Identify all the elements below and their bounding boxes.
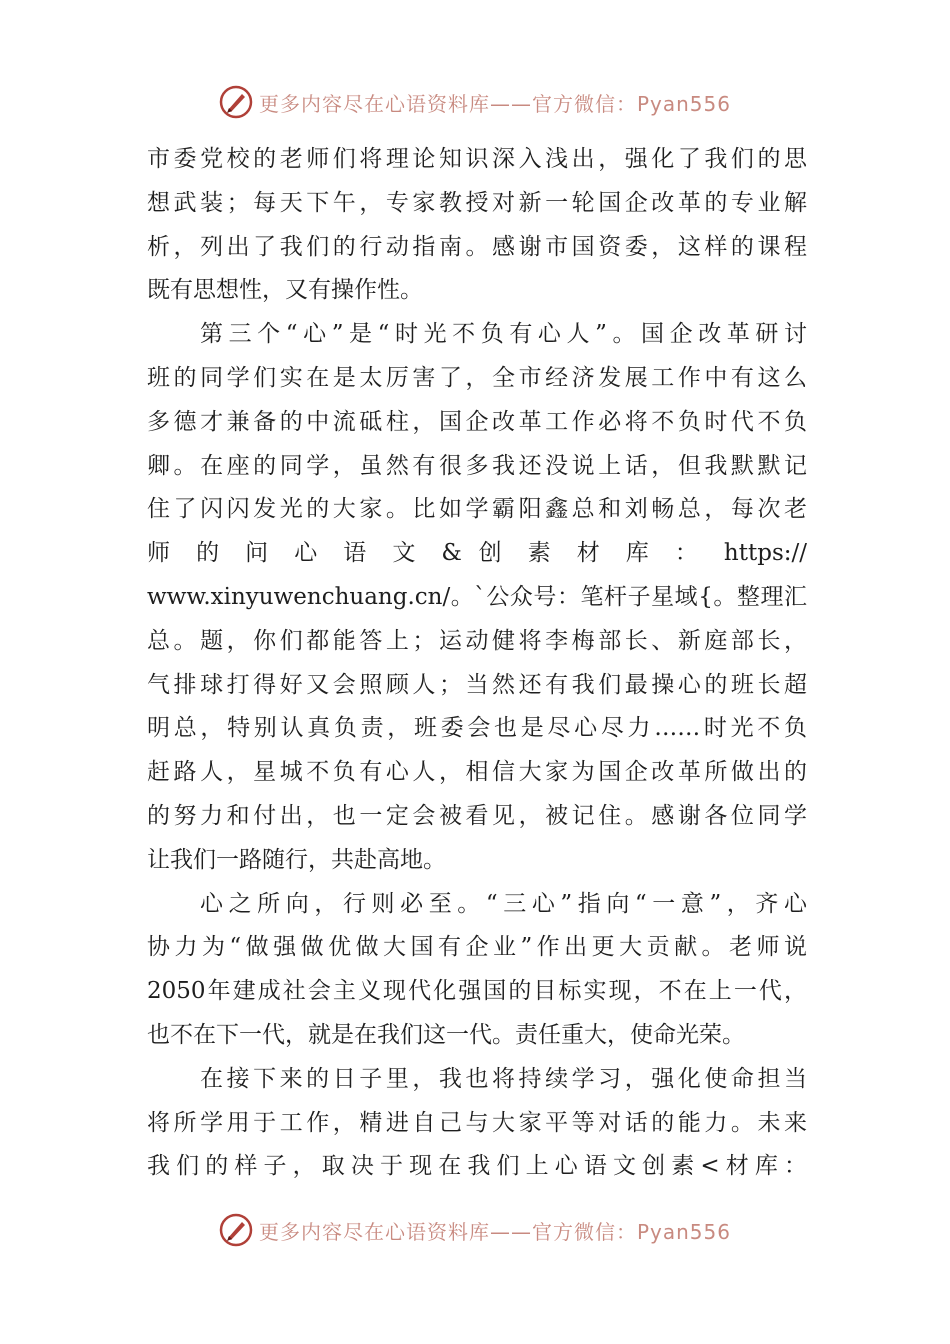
text-line: 赶路人，星城不负有心人，相信大家为国企改革所做出的: [147, 759, 807, 786]
text-line: 住了闪闪发光的大家。比如学霸阳鑫总和刘畅总，每次老: [147, 496, 807, 523]
text-line: 气排球打得好又会照顾人；当然还有我们最操心的班长超: [147, 671, 807, 698]
text-line: 市委党校的老师们将理论知识深入浅出，强化了我们的思: [147, 146, 807, 172]
text-line: 班的同学们实在是太厉害了，全市经济发展工作中有这么: [147, 364, 807, 391]
pen-logo-icon: [219, 85, 253, 119]
text-line: www.xinyuwenchuang.cn/。`公众号：笔杆子星域{。整理汇: [147, 583, 807, 610]
text-line: 2050年建成社会主义现代化强国的目标实现，不在上一代，: [147, 978, 807, 1005]
text-line: 的努力和付出，也一定会被看见，被记住。感谢各位同学: [147, 802, 807, 829]
banner-text: 更多内容尽在心语资料库——官方微信：Pyan556: [258, 91, 731, 116]
text-line: 师 的 问 心 语 文 & 创 素 材 库 ： https://: [147, 540, 807, 567]
text-line: 协力为“做强做优做大国有企业”作出更大贡献。老师说: [147, 934, 807, 961]
footer-banner: [0, 1210, 950, 1250]
banner-text: 更多内容尽在心语资料库——官方微信：Pyan556: [258, 1219, 731, 1244]
pen-logo-icon: [219, 1213, 253, 1247]
text-line: 总。题，你们都能答上；运动健将李梅部长、新庭部长，: [147, 627, 807, 654]
text-line: 想武装；每天下午，专家教授对新一轮国企改革的专业解: [147, 189, 807, 216]
text-line: 我们的样子，取决于现在我们上心语文创素<材库：: [147, 1153, 807, 1180]
text-line: 卿。在座的同学，虽然有很多我还没说上话，但我默默记: [147, 452, 807, 479]
text-line: 也不在下一代，就是在我们这一代。责任重大，使命光荣。: [147, 1021, 745, 1048]
text-line: 明总，特别认真负责，班委会也是尽心尽力……时光不负: [147, 715, 807, 742]
text-line: 多德才兼备的中流砥柱，国企改革工作必将不负时代不负: [147, 408, 807, 435]
text-line: 让我们一路随行，共赴高地。: [147, 846, 446, 873]
text-line: 第三个“心”是“时光不负有心人”。国企改革研讨: [200, 321, 807, 348]
document-body: [147, 138, 807, 1189]
text-line: 心之所向，行则必至。“三心”指向“一意”，齐心: [200, 890, 807, 917]
text-line: 在接下来的日子里，我也将持续学习，强化使命担当: [200, 1065, 807, 1092]
text-line: 将所学用于工作，精进自己与大家平等对话的能力。未来: [147, 1109, 807, 1136]
text-line: 既有思想性，又有操作性。: [147, 277, 423, 304]
header-banner: [0, 82, 950, 122]
text-line: 析，列出了我们的行动指南。感谢市国资委，这样的课程: [147, 233, 807, 260]
